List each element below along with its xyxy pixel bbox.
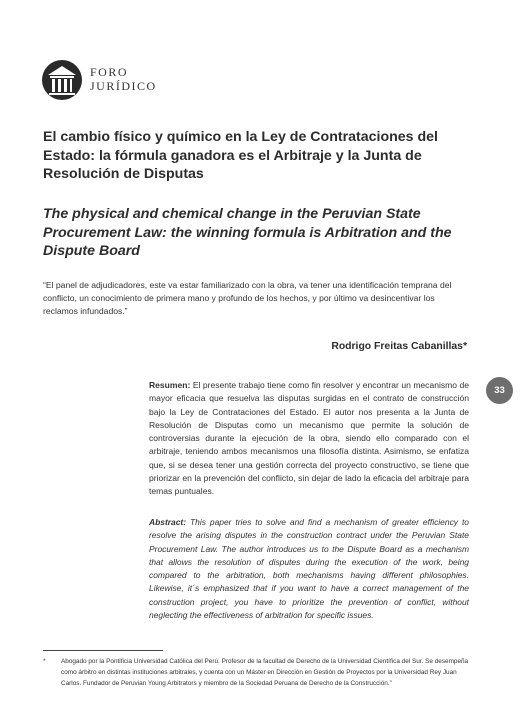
article-title-english: The physical and chemical change in the Peruvian State Procurement Law: the winning formula is Arbitration and the Dispute Board bbox=[43, 206, 452, 259]
abstract-english-label: Abstract: bbox=[149, 517, 187, 527]
footnote-text: Abogado por la Pontificia Universidad Católica del Perú. Profesor de la facultad de Derecho de la Universidad Científica del Sur. Se desempeña como árbitro en distintas instituciones arbitrales, y cuenta con un Máster en Dirección en Gestión de Proyectos por la Universidad Rey Juan Carlos. Fundador de Peruvian Young Arbitrators y miembro de la Sociedad Peruana de Derecho de la Construcción.” bbox=[61, 658, 469, 687]
foro-juridico-logo bbox=[42, 60, 162, 102]
article-title-spanish: El cambio físico y químico en la Ley de Contrataciones del Estado: la fórmula ganadora es el Arbitraje y la Junta de Resolución de Disputas bbox=[43, 129, 438, 182]
columns-emblem-icon bbox=[42, 60, 82, 100]
page-number-badge: 33 bbox=[486, 377, 513, 404]
abstract-spanish-label: Resumen: bbox=[149, 380, 191, 390]
logo-line-1: FORO bbox=[90, 65, 129, 79]
footnote-divider bbox=[43, 650, 163, 651]
abstract-spanish bbox=[149, 379, 469, 499]
author-footnote bbox=[43, 657, 473, 689]
logo-line-2: JURÍDICO bbox=[90, 79, 157, 93]
abstract-english bbox=[149, 516, 469, 622]
epigraph-quote: “El panel de adjudicadores, este va estar familiarizado con la obra, va tener una identificación temprana del conflicto, un conocimiento de primera mano y profundo de los hechos, y por último va desincentivar los reclamos infundados.” bbox=[43, 280, 452, 317]
abstract-english-text: This paper tries to solve and find a mechanism of greater efficiency to resolve the arising disputes in the construction contract under the Peruvian State Procurement Law. The author introduces us to the Dispute Board as a mechanism that allows the resolution of disputes during the execution of the work, being compared to the arbitration, both mechanisms having different philosophies. Likewise, it´s emphasized that if you want to have a correct management of the construction project, you have to prioritize the prevention of conflict, without neglecting the effectiveness of arbitration for specific issues. bbox=[149, 517, 469, 621]
footnote-mark: * bbox=[43, 658, 46, 665]
author-name: Rodrigo Freitas Cabanillas* bbox=[331, 341, 467, 352]
logo-wordmark bbox=[90, 65, 157, 93]
abstract-spanish-text: El presente trabajo tiene como fin resolver y encontrar un mecanismo de mayor eficacia que resuelva las disputas surgidas en el contrato de construcción bajo la Ley de Contrataciones del Estado. El autor nos presenta a la Junta de Resolución de Disputas como un mecanismo que permite la solución de controversias durante la ejecución de la obra, siendo ello comparado con el arbitraje, teniendo ambos mecanismos una filosofía distinta. Asimismo, se enfatiza que, si se desea tener una gestión correcta del proyecto constructivo, se tiene que priorizar en la prevención del conflicto, sin dejar de lado la eficacia del arbitraje para temas puntuales. bbox=[149, 380, 469, 497]
